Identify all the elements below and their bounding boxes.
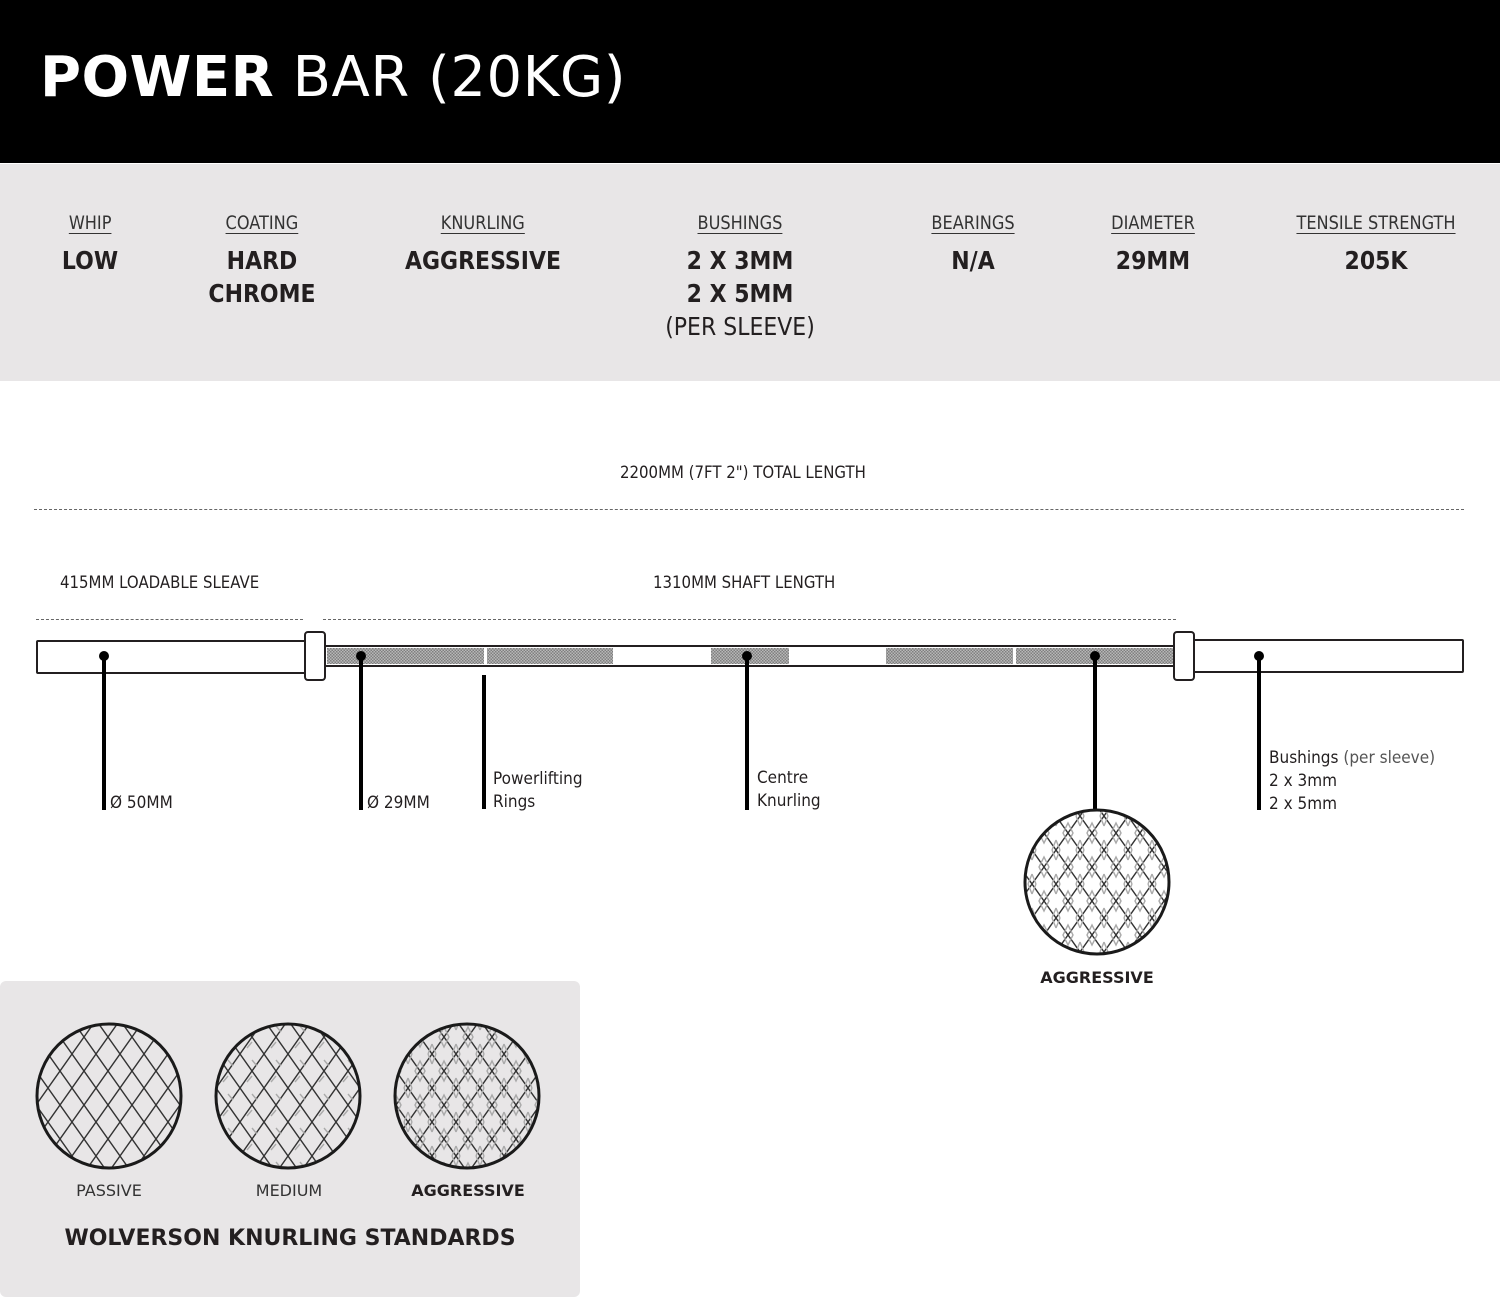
callout-line: 2 x 5mm xyxy=(1269,794,1338,814)
callout-title: Bushings xyxy=(1269,748,1339,768)
spec-value: N/A xyxy=(951,246,995,275)
callout-line: Rings xyxy=(493,792,536,812)
left-sleeve xyxy=(37,641,307,673)
spec-label: COATING xyxy=(225,212,299,234)
knurl-section xyxy=(327,648,484,664)
title-bold: POWER xyxy=(40,45,275,110)
spec-label: BEARINGS xyxy=(931,212,1015,234)
sleeve-diameter-callout: Ø 50MM xyxy=(110,793,173,813)
shaft-diameter-callout: Ø 29MM xyxy=(367,793,430,813)
callout-line xyxy=(1269,747,1435,770)
spec-label: DIAMETER xyxy=(1111,212,1195,234)
bushings-callout xyxy=(1269,747,1435,816)
right-collar xyxy=(1174,632,1194,680)
knurl-section xyxy=(886,648,1013,664)
callout-line: Centre xyxy=(757,768,809,788)
spec-value: AGGRESSIVE xyxy=(404,246,562,275)
sleeve-length-label: 415MM LOADABLE SLEAVE xyxy=(60,573,260,593)
knurl-section xyxy=(487,648,613,664)
spec-label: KNURLING xyxy=(440,212,526,234)
callout-line: 2 x 3mm xyxy=(1269,771,1338,791)
standard-label-aggressive: AGGRESSIVE xyxy=(411,1181,525,1200)
callout-note: (per sleeve) xyxy=(1343,748,1436,768)
spec-value: 2 X 5MM xyxy=(686,279,794,308)
spec-label: WHIP xyxy=(68,212,112,234)
standard-label-medium: MEDIUM xyxy=(255,1181,323,1200)
spec-value: 2 X 3MM xyxy=(686,246,794,275)
spec-label: BUSHINGS xyxy=(697,212,783,234)
callout-line: Knurling xyxy=(757,791,821,811)
centre-knurling-callout xyxy=(757,767,821,813)
spec-value: CHROME xyxy=(208,279,316,308)
left-collar xyxy=(305,632,325,680)
knurling-standards-panel xyxy=(0,981,580,1297)
title-regular: BAR (20KG) xyxy=(292,45,627,110)
standard-label-passive: PASSIVE xyxy=(76,1181,142,1200)
right-sleeve xyxy=(1194,640,1463,672)
total-length-label: 2200MM (7FT 2") TOTAL LENGTH xyxy=(620,463,866,483)
spec-value: LOW xyxy=(61,246,119,275)
spec-value: 205K xyxy=(1344,246,1408,275)
spec-value: 29MM xyxy=(1115,246,1191,275)
powerlifting-rings-callout xyxy=(493,768,583,814)
spec-note: (PER SLEEVE) xyxy=(665,312,815,341)
standards-title: WOLVERSON KNURLING STANDARDS xyxy=(64,1226,516,1251)
spec-label: TENSILE STRENGTH xyxy=(1296,212,1456,234)
spec-value: HARD xyxy=(226,246,298,275)
callout-line: Powerlifting xyxy=(493,769,583,789)
knurl-detail-label: AGGRESSIVE xyxy=(1040,968,1154,987)
shaft-length-label: 1310MM SHAFT LENGTH xyxy=(653,573,836,593)
